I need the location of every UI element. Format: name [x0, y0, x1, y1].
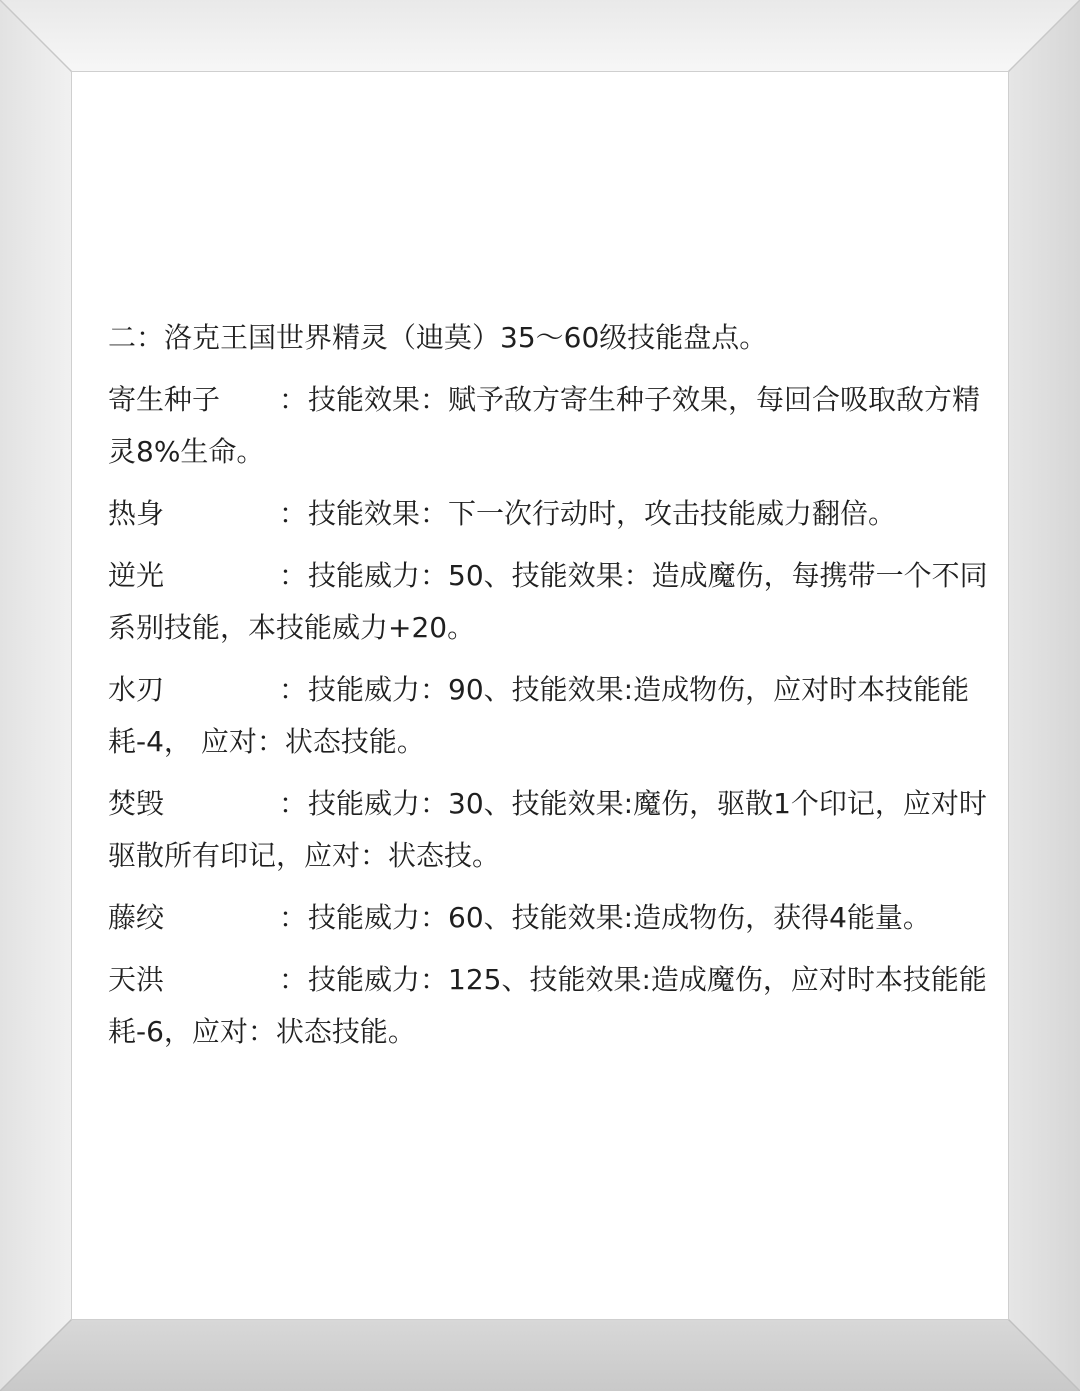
skill-name: 寄生种子 — [108, 383, 221, 416]
skill-name: 水刃 — [108, 673, 165, 706]
frame-bottom-edge — [0, 1319, 1080, 1391]
skill-separator: ： — [278, 559, 307, 592]
skill-name: 逆光 — [108, 559, 165, 592]
skill-description: 技能效果：赋予敌方寄生种子效果，每回合吸取敌方精灵8%生命。 — [108, 383, 981, 468]
skill-name: 焚毁 — [108, 787, 165, 820]
frame-top-edge — [0, 0, 1080, 72]
skill-separator: ： — [278, 673, 307, 706]
skill-separator: ： — [278, 497, 307, 530]
skill-description: 技能威力：125、技能效果:造成魔伤，应对时本技能能耗-6，应对：状态技能。 — [108, 963, 987, 1048]
skill-name: 热身 — [108, 497, 165, 530]
frame-left-edge — [0, 0, 72, 1391]
skill-separator: ： — [278, 963, 307, 996]
skill-entry — [108, 374, 988, 478]
skill-entry — [108, 488, 988, 540]
skill-description: 技能效果：下一次行动时，攻击技能威力翻倍。 — [308, 497, 897, 530]
skill-entry — [108, 664, 988, 768]
skill-separator: ： — [278, 787, 307, 820]
document-body — [108, 312, 988, 1068]
document-title: 二：洛克王国世界精灵（迪莫）35～60级技能盘点。 — [108, 321, 768, 354]
skill-entry — [108, 892, 988, 944]
skill-entry — [108, 954, 988, 1058]
frame-right-edge — [1008, 0, 1080, 1391]
skill-name: 藤绞 — [108, 901, 165, 934]
skill-separator: ： — [278, 901, 307, 934]
skill-separator: ： — [278, 383, 307, 416]
skill-entry — [108, 550, 988, 654]
skill-description: 技能威力：60、技能效果:造成物伤，获得4能量。 — [308, 901, 931, 934]
skill-description: 技能威力：50、技能效果：造成魔伤，每携带一个不同系别技能，本技能威力+20。 — [108, 559, 988, 644]
skill-description: 技能威力：30、技能效果:魔伤，驱散1个印记，应对时驱散所有印记，应对：状态技。 — [108, 787, 987, 872]
skill-name: 天洪 — [108, 963, 165, 996]
skill-entry — [108, 778, 988, 882]
skill-description: 技能威力：90、技能效果:造成物伤，应对时本技能能耗-4， 应对：状态技能。 — [108, 673, 970, 758]
